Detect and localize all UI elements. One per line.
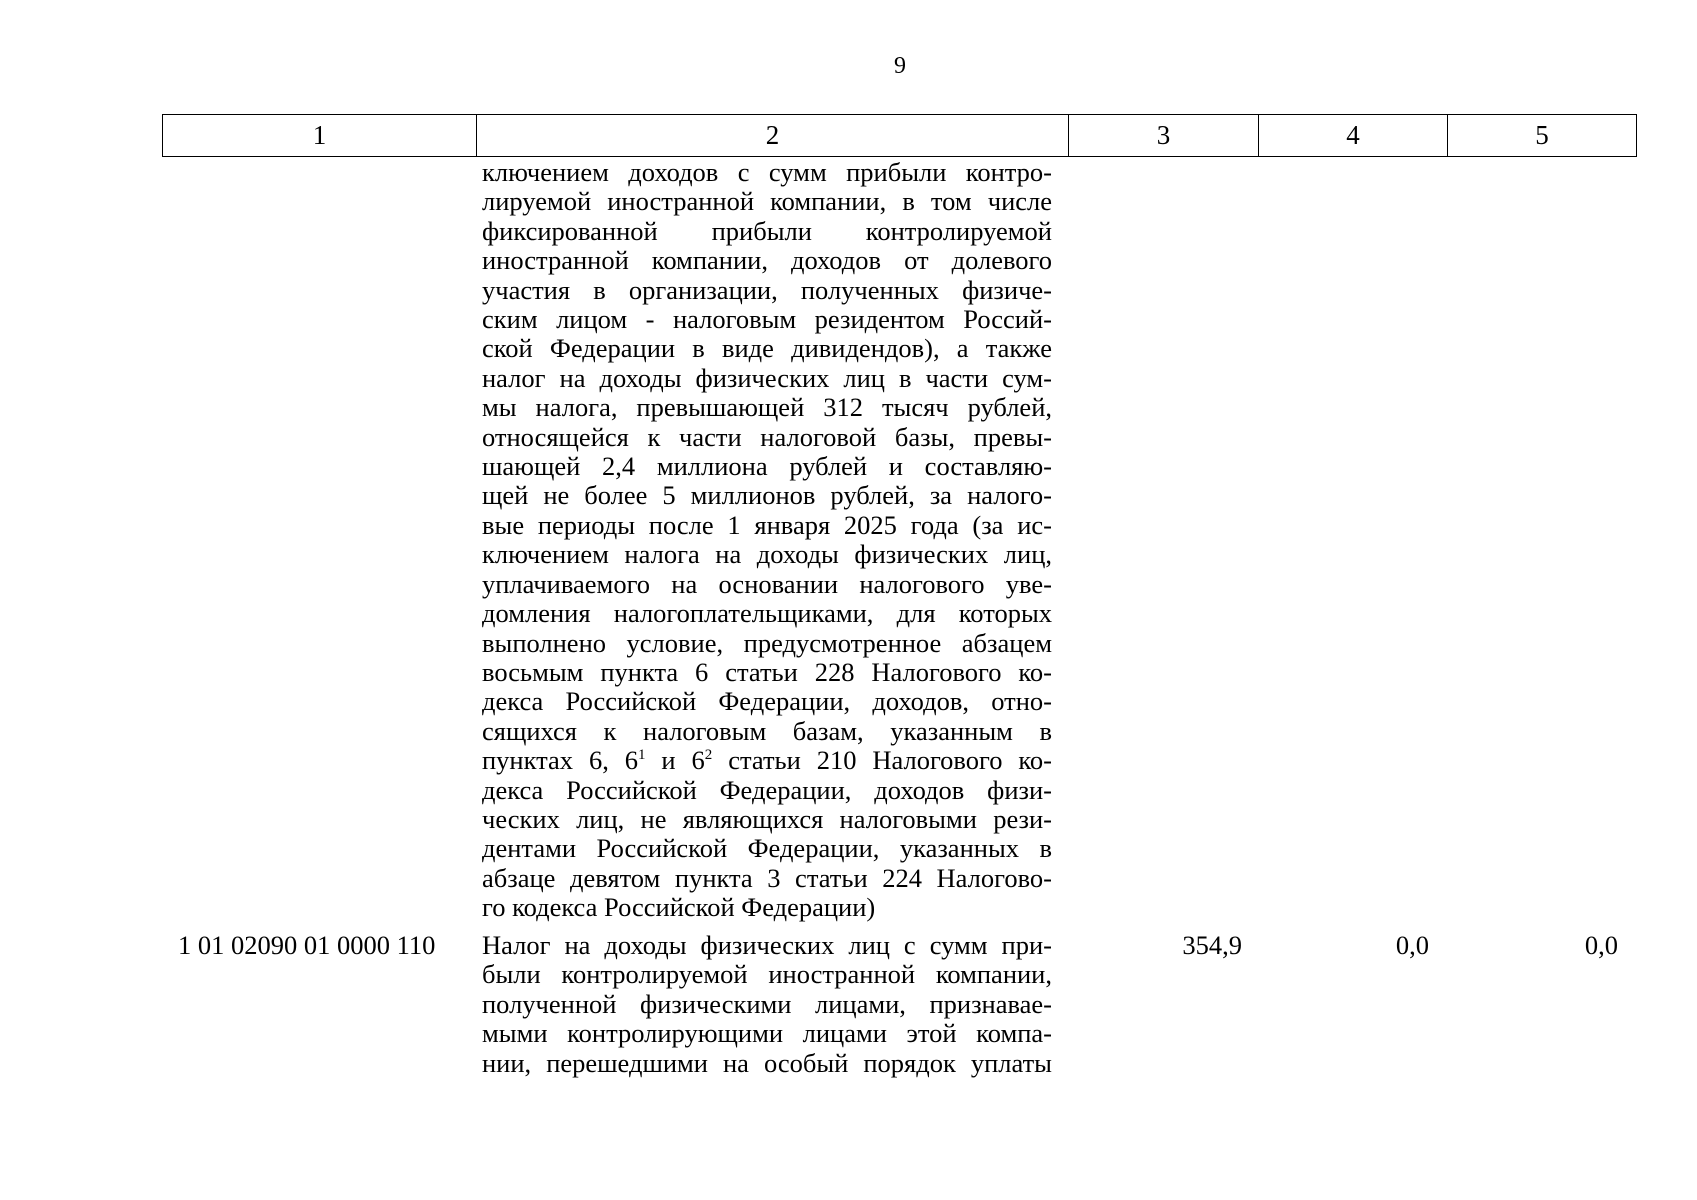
text-line: шающей 2,4 миллиона рублей и составляю-	[482, 451, 1052, 482]
superscript: 1	[638, 747, 646, 764]
text-line: иностранной компании, доходов от долевого	[482, 245, 1052, 276]
text-line: абзаце девятом пункта 3 статьи 224 Налогово-	[482, 862, 1052, 893]
header-col-5: 5	[1448, 115, 1637, 157]
text-line: ключением налога на доходы физических лиц,	[482, 539, 1052, 570]
text-line: декса Российской Федерации, доходов, отно-	[482, 686, 1052, 717]
row-code: 1 01 02090 01 0000 110	[178, 930, 436, 960]
text-line: пунктах 6, $6^1$ и $6^2$ статьи 210 Налогового ко-	[482, 745, 1052, 776]
text-line: восьмым пункта 6 статьи 228 Налогового ко-	[482, 656, 1052, 687]
table-header	[162, 114, 1637, 157]
text-line: Налог на доходы физических лиц с сумм при-	[482, 930, 1052, 960]
text-line: домления налогоплательщиками, для которых	[482, 598, 1052, 629]
text-line: дентами Российской Федерации, указанных в	[482, 833, 1052, 864]
text-line: мы налога, превышающей 312 тысяч рублей,	[482, 392, 1052, 423]
header-row	[163, 115, 1637, 157]
text-line: щей не более 5 миллионов рублей, за налого-	[482, 480, 1052, 511]
text-line: декса Российской Федерации, доходов физи-	[482, 774, 1052, 805]
text-line: ским лицом - налоговым резидентом Россий-	[482, 304, 1052, 335]
header-col-2: 2	[477, 115, 1069, 157]
text-line: нии, перешедшими на особый порядок уплаты	[482, 1047, 1052, 1078]
header-col-1: 1	[163, 115, 477, 157]
page-number: 9	[894, 53, 906, 79]
header-col-3: 3	[1069, 115, 1259, 157]
text-line: го кодекса Российской Федерации)	[482, 892, 876, 923]
text-line: были контролируемой иностранной компании,	[482, 959, 1052, 990]
text-line: лируемой иностранной компании, в том числе	[482, 186, 1052, 217]
text-line: ключением доходов с сумм прибыли контро-	[482, 157, 1052, 187]
header-col-4: 4	[1259, 115, 1448, 157]
continuation-text	[482, 158, 1052, 923]
row-description	[482, 931, 1052, 1078]
text-line: вые периоды после 1 января 2025 года (за ис-	[482, 509, 1052, 540]
text-line: ческих лиц, не являющихся налоговыми рези-	[482, 803, 1052, 834]
text-line: уплачиваемого на основании налогового уве-	[482, 568, 1052, 599]
text-line: ской Федерации в виде дивидендов), а также	[482, 333, 1052, 364]
row-value-col3: 354,9	[1182, 930, 1242, 960]
text-line: сящихся к налоговым базам, указанным в	[482, 715, 1052, 746]
superscript: 2	[704, 747, 713, 764]
text-line: налог на доходы физических лиц в части сум-	[482, 362, 1052, 393]
row-value-col4: 0,0	[1395, 930, 1429, 960]
text-line: фиксированной прибыли контролируемой	[482, 215, 1052, 246]
text-line: мыми контролирующими лицами этой компа-	[482, 1018, 1052, 1049]
text-line: относящейся к части налоговой базы, превы-	[482, 421, 1052, 452]
row-value-col5: 0,0	[1584, 930, 1618, 960]
text-line: полученной физическими лицами, признавае-	[482, 988, 1052, 1019]
text-line: участия в организации, полученных физиче-	[482, 274, 1052, 305]
text-line: выполнено условие, предусмотренное абзацем	[482, 627, 1052, 658]
